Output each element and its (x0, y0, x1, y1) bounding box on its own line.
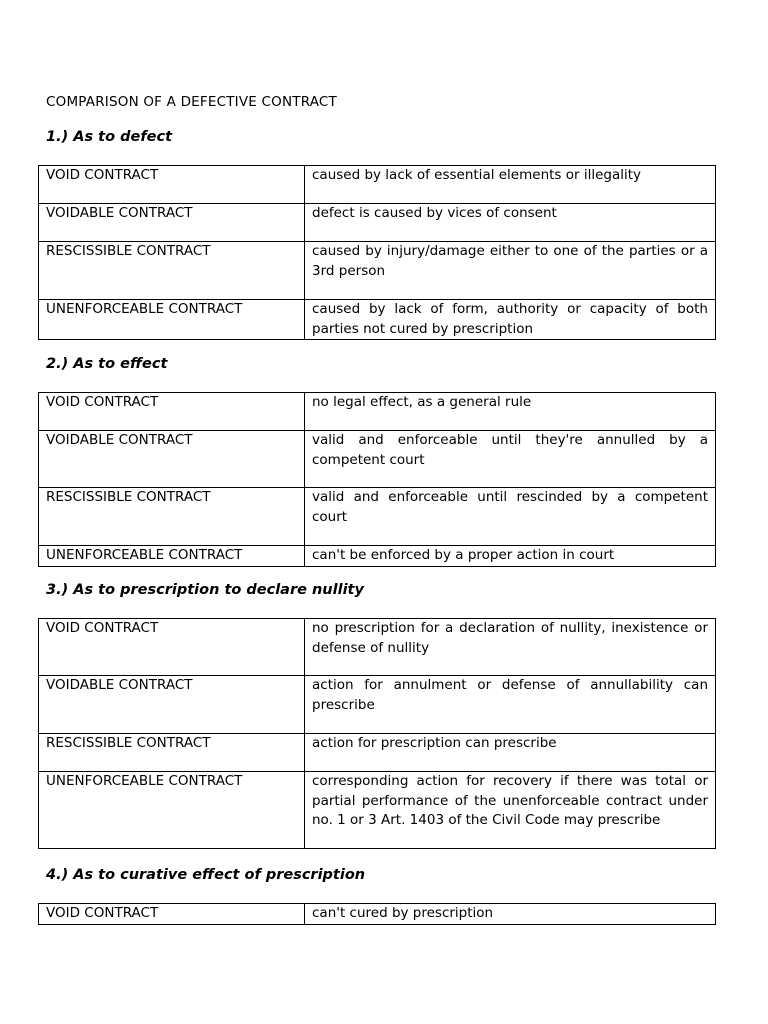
description-cell: caused by injury/damage either to one of the parties or a 3rd person (305, 242, 716, 300)
contract-type-cell: VOID CONTRACT (39, 904, 305, 925)
description-cell: no legal effect, as a general rule (305, 393, 716, 431)
contract-type-cell: VOIDABLE CONTRACT (39, 204, 305, 242)
description-cell: can't cured by prescription (305, 904, 716, 925)
table-row (39, 393, 716, 431)
table-row (39, 546, 716, 567)
description-cell: valid and enforceable until they're annulled by a competent court (305, 431, 716, 488)
table-row (39, 676, 716, 734)
description-cell: defect is caused by vices of consent (305, 204, 716, 242)
contract-type-cell: UNENFORCEABLE CONTRACT (39, 300, 305, 340)
description-cell: valid and enforceable until rescinded by a competent court (305, 488, 716, 546)
table-row (39, 488, 716, 546)
contract-type-cell: VOIDABLE CONTRACT (39, 431, 305, 488)
table-row (39, 242, 716, 300)
comparison-table-prescription-nullity (38, 618, 716, 849)
table-row (39, 619, 716, 676)
table-row (39, 904, 716, 925)
document-title: COMPARISON OF A DEFECTIVE CONTRACT (46, 94, 337, 110)
contract-type-cell: UNENFORCEABLE CONTRACT (39, 772, 305, 849)
comparison-table-effect (38, 392, 716, 567)
table-row (39, 431, 716, 488)
contract-type-cell: VOID CONTRACT (39, 619, 305, 676)
contract-type-cell: RESCISSIBLE CONTRACT (39, 242, 305, 300)
contract-type-cell: VOIDABLE CONTRACT (39, 676, 305, 734)
comparison-table-defect (38, 165, 716, 340)
contract-type-cell: VOID CONTRACT (39, 393, 305, 431)
contract-type-cell: VOID CONTRACT (39, 166, 305, 204)
description-cell: no prescription for a declaration of nullity, inexistence or defense of nullity (305, 619, 716, 676)
section-heading-prescription-nullity: 3.) As to prescription to declare nullity (46, 582, 364, 598)
description-cell: action for annulment or defense of annullability can prescribe (305, 676, 716, 734)
description-cell: caused by lack of form, authority or capacity of both parties not cured by prescription (305, 300, 716, 340)
contract-type-cell: RESCISSIBLE CONTRACT (39, 488, 305, 546)
table-row (39, 300, 716, 340)
description-cell: corresponding action for recovery if there was total or partial performance of the unenforceable contract under no. 1 or 3 Art. 1403 of the Civil Code may prescribe (305, 772, 716, 849)
comparison-table-curative-effect (38, 903, 716, 925)
table-row (39, 166, 716, 204)
section-heading-defect: 1.) As to defect (46, 129, 172, 145)
section-heading-effect: 2.) As to effect (46, 356, 168, 372)
table-row (39, 734, 716, 772)
table-row (39, 204, 716, 242)
contract-type-cell: UNENFORCEABLE CONTRACT (39, 546, 305, 567)
section-heading-curative-effect: 4.) As to curative effect of prescription (46, 867, 366, 883)
description-cell: caused by lack of essential elements or illegality (305, 166, 716, 204)
table-row (39, 772, 716, 849)
contract-type-cell: RESCISSIBLE CONTRACT (39, 734, 305, 772)
description-cell: can't be enforced by a proper action in court (305, 546, 716, 567)
description-cell: action for prescription can prescribe (305, 734, 716, 772)
